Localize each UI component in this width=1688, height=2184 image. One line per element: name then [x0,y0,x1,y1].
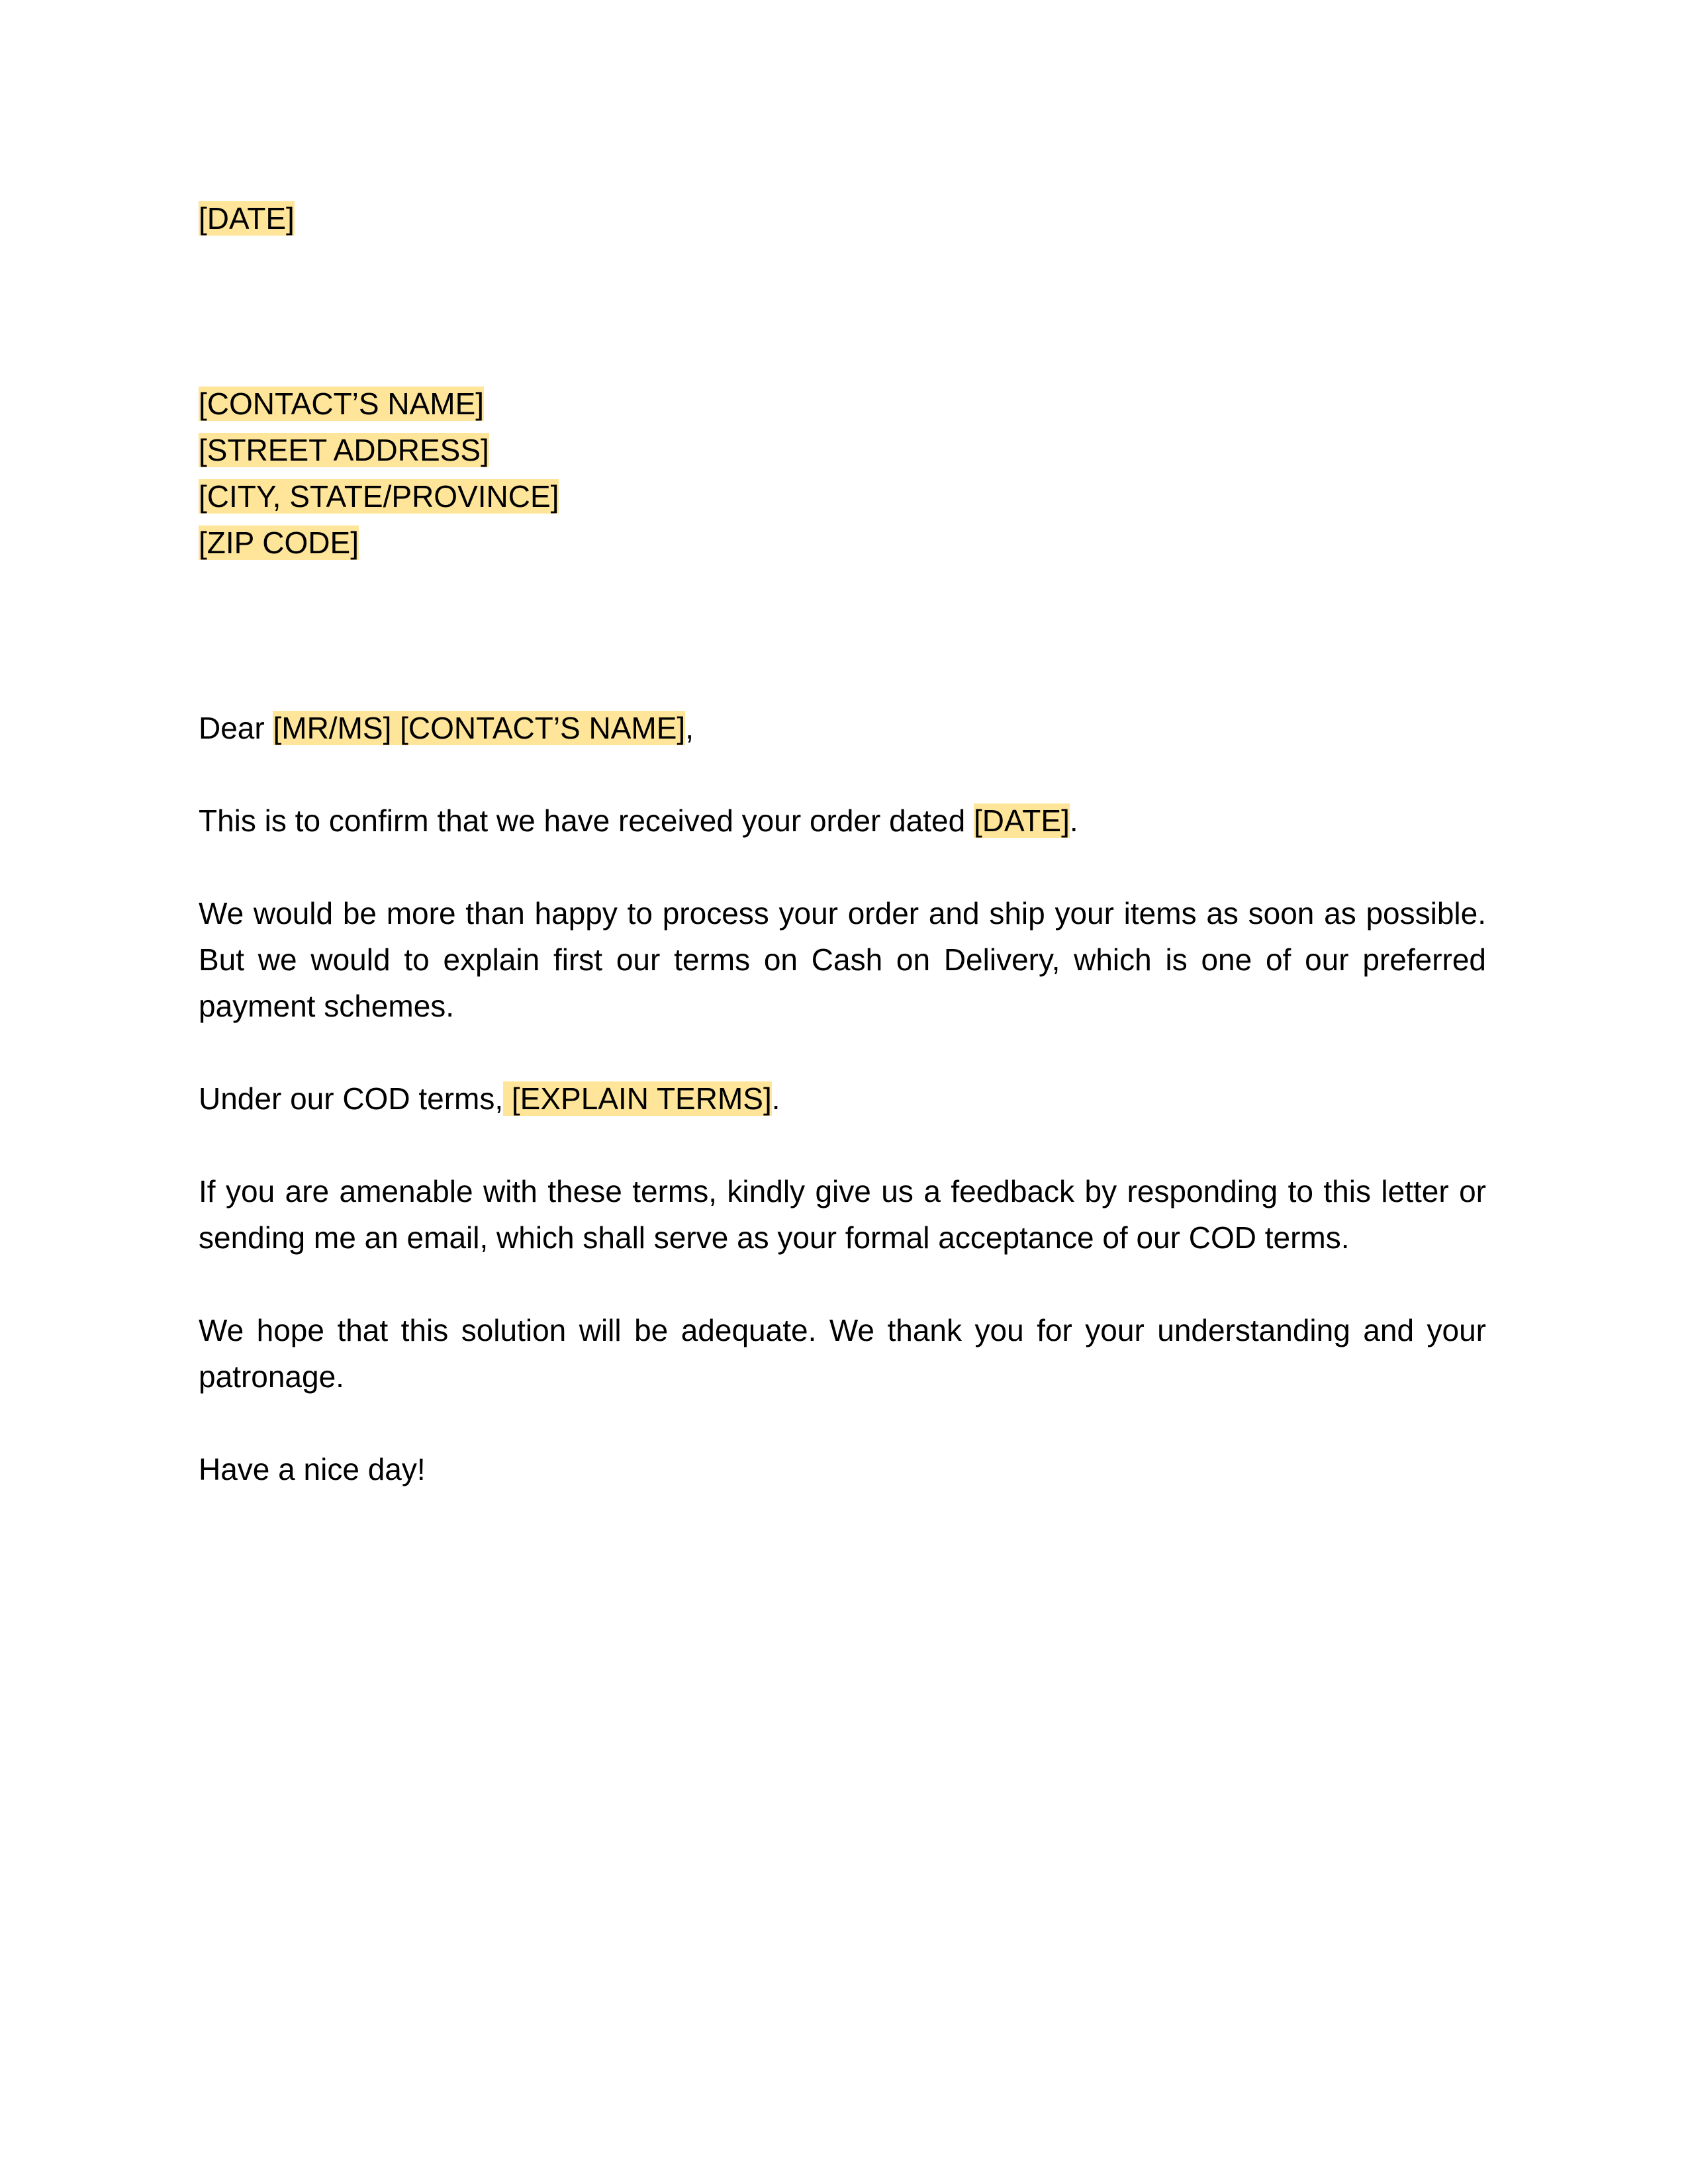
recipient-city-placeholder[interactable]: [CITY, STATE/PROVINCE] [199,479,559,514]
process-paragraph-line-2: But we would to explain first our terms on Cash on Delivery, which is one of our preferred [199,942,1486,977]
terms-text: Under our COD terms, [199,1081,504,1116]
feedback-paragraph-line-1: If you are amenable with these terms, kindly give us a feedback by responding to this letter or [199,1174,1486,1208]
recipient-street-line [199,427,489,473]
confirm-suffix: . [1069,803,1078,838]
recipient-name-placeholder[interactable]: [CONTACT’S NAME] [199,387,485,421]
process-paragraph-line-1: We would be more than happy to process your order and ship your items as soon as possible. [199,896,1486,931]
thanks-paragraph-line-1: We hope that this solution will be adequate. We thank you for your understanding and your [199,1313,1486,1347]
recipient-zip-line [199,520,359,566]
recipient-zip-placeholder[interactable]: [ZIP CODE] [199,525,359,560]
terms-suffix: . [771,1081,780,1116]
date-placeholder[interactable]: [DATE] [199,201,295,236]
salutation-name-placeholder[interactable]: [MR/MS] [CONTACT’S NAME] [273,711,686,745]
salutation [199,705,694,751]
closing-line: Have a nice day! [199,1452,426,1486]
date-line [199,195,295,242]
confirm-paragraph [199,797,1078,844]
terms-space [503,1081,512,1116]
process-paragraph-line-3: payment schemes. [199,989,455,1023]
salutation-prefix: Dear [199,711,273,745]
salutation-suffix: , [685,711,694,745]
recipient-street-placeholder[interactable]: [STREET ADDRESS] [199,433,489,467]
confirm-text: This is to confirm that we have received your order dated [199,803,974,838]
terms-paragraph [199,1075,780,1122]
explain-terms-placeholder[interactable]: [EXPLAIN TERMS] [511,1081,772,1116]
feedback-paragraph-line-2: sending me an email, which shall serve as your formal acceptance of our COD terms. [199,1220,1350,1255]
recipient-city-line [199,473,559,520]
thanks-paragraph-line-2: patronage. [199,1359,344,1394]
recipient-name-line [199,381,484,427]
confirm-date-placeholder[interactable]: [DATE] [974,803,1070,838]
